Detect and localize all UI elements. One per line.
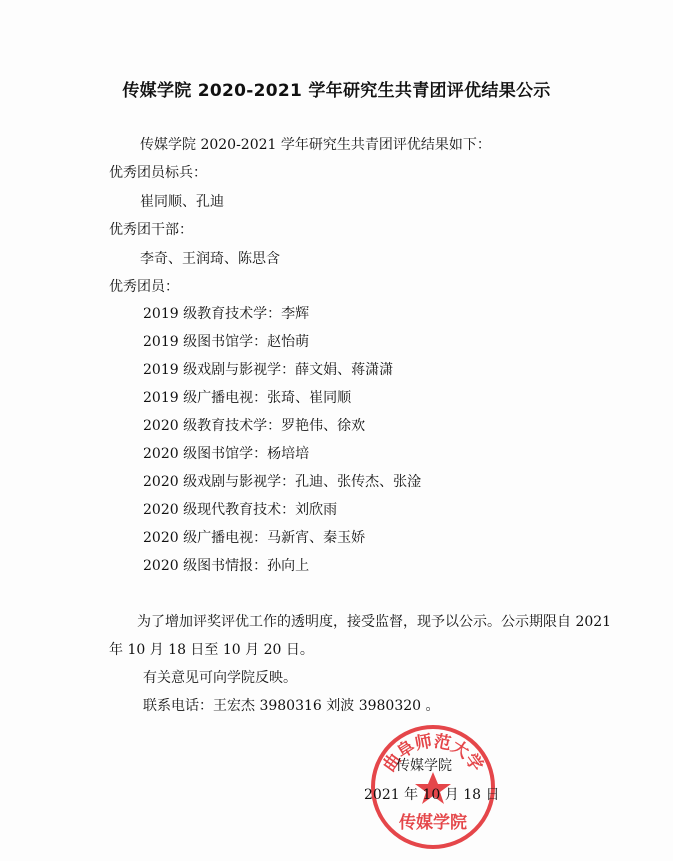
- list-item: 2020 级图书情报：孙向上: [143, 558, 310, 574]
- list-item: 2020 级图书馆学：杨培培: [143, 446, 310, 462]
- list-item: 2020 级广播电视：马新宵、秦玉娇: [143, 530, 366, 546]
- list-item: 2019 级教育技术学：李辉: [143, 306, 310, 322]
- notice-text-line-3: 有关意见可向学院反映。: [143, 670, 297, 686]
- contact-info: 联系电话：王宏杰 3980316 刘波 3980320 。: [143, 698, 440, 714]
- list-item: 2020 级教育技术学：罗艳伟、徐欢: [143, 418, 366, 434]
- list-item: 2020 级现代教育技术：刘欣雨: [143, 502, 338, 518]
- section-heading-model-member: 优秀团员标兵：: [109, 165, 207, 181]
- intro-text: 传媒学院 2020-2021 学年研究生共青团评优结果如下：: [140, 137, 491, 153]
- cadre-names: 李奇、王润琦、陈思含: [140, 251, 280, 267]
- list-item: 2019 级广播电视：张琦、崔同顺: [143, 390, 352, 406]
- seal-top-text: 曲阜师范大学: [379, 731, 487, 776]
- section-heading-cadre: 优秀团干部：: [109, 222, 193, 238]
- page-title: 传媒学院 2020-2021 学年研究生共青团评优结果公示: [122, 81, 551, 101]
- list-item: 2019 级戏剧与影视学：薛文娟、蒋潇潇: [143, 362, 394, 378]
- notice-text-line-1: 为了增加评奖评优工作的透明度，接受监督，现予以公示。公示期限自 2021: [137, 614, 612, 630]
- model-member-names: 崔同顺、孔迪: [140, 194, 224, 210]
- seal-bottom-text: 传媒学院: [399, 813, 467, 833]
- signature-org: 传媒学院: [396, 758, 452, 774]
- list-item: 2020 级戏剧与影视学：孔迪、张传杰、张淦: [143, 474, 422, 490]
- section-heading-member: 优秀团员：: [109, 279, 179, 295]
- signature-date: 2021 年 10 月 18 日: [364, 787, 500, 803]
- notice-text-line-2: 年 10 月 18 日至 10 月 20 日。: [109, 642, 314, 658]
- list-item: 2019 级图书馆学：赵怡萌: [143, 334, 310, 350]
